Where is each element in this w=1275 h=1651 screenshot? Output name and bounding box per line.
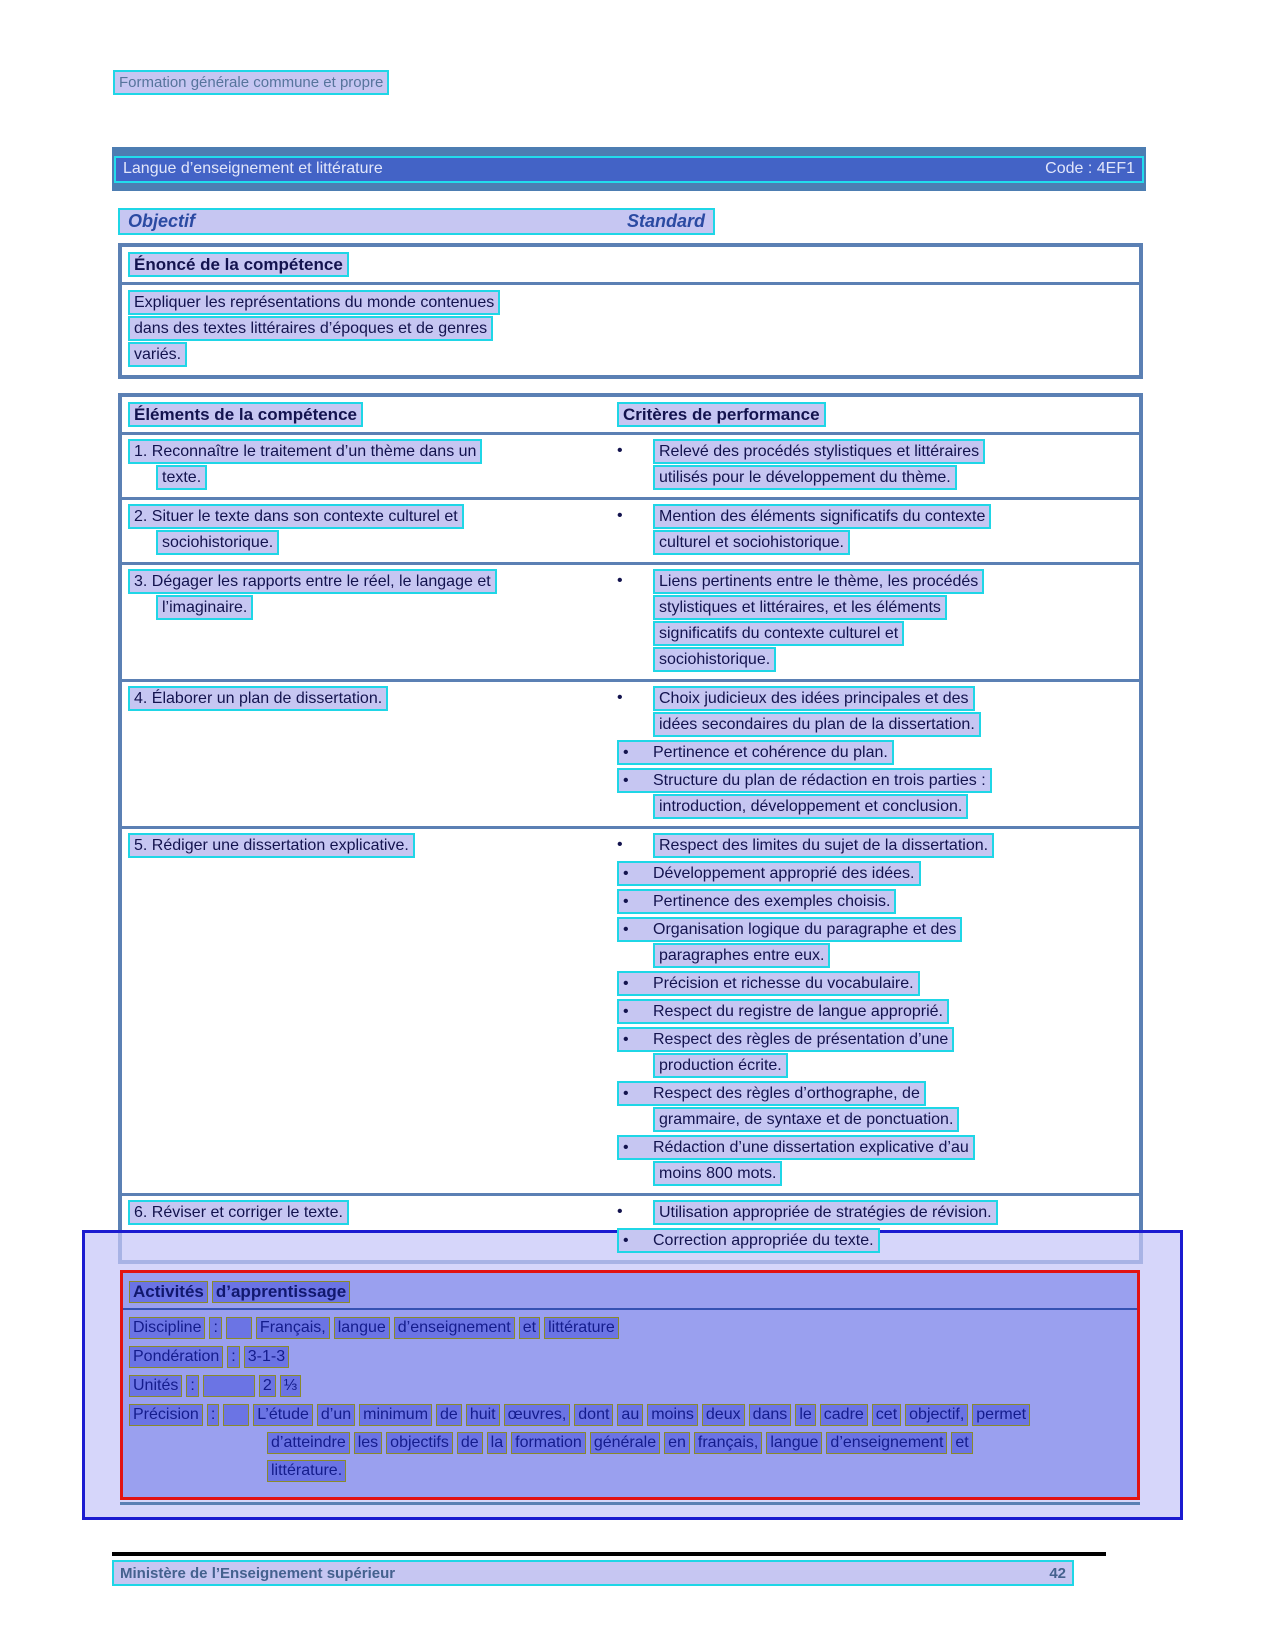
activities-value-word: ⅓ — [280, 1375, 301, 1397]
criteria-text-line — [653, 686, 975, 711]
criteria-text: Utilisation appropriée de stratégies de révision. — [653, 1200, 998, 1225]
activities-value-word: minimum — [359, 1404, 432, 1426]
activities-label: Pondération — [129, 1346, 223, 1368]
bullet-icon: • — [623, 1232, 629, 1249]
criteria-item — [617, 889, 1133, 915]
criteria-text-line — [617, 1053, 788, 1078]
criteria-item — [617, 861, 1133, 887]
criteria-text: • Respect des règles de présentation d’une — [617, 1027, 954, 1052]
activities-value-word: cet — [872, 1404, 901, 1426]
activities-value-word: dont — [574, 1404, 613, 1426]
criteria-text-line — [617, 1161, 782, 1186]
activities-value-word: générale — [590, 1432, 660, 1454]
activities-heading — [123, 1277, 1137, 1308]
element-text-line — [128, 439, 617, 464]
criteria-item — [617, 1200, 1133, 1226]
element-cell — [128, 833, 617, 1189]
activities-heading-word: Activités — [129, 1281, 208, 1303]
element-cell — [128, 504, 617, 558]
activities-value-word: langue — [766, 1432, 822, 1454]
page-number: 42 — [1049, 1564, 1066, 1582]
criteria-cell — [617, 833, 1133, 1189]
table-row — [122, 829, 1139, 1193]
activities-value-word: le — [795, 1404, 815, 1426]
running-header — [113, 70, 1275, 95]
table-row — [122, 682, 1139, 826]
activities-line — [129, 1317, 1131, 1339]
selection-overlay — [82, 1230, 1183, 1520]
criteria-text: Relevé des procédés stylistiques et littéraires — [653, 439, 985, 464]
table-row — [122, 435, 1139, 497]
criteria-text-line — [653, 530, 850, 555]
criteria-lines — [653, 569, 984, 673]
criteria-item — [617, 999, 1133, 1025]
activities-line — [267, 1460, 1131, 1482]
tab-space — [226, 1317, 252, 1339]
activities-colon: : — [209, 1317, 221, 1339]
competence-rows — [122, 435, 1139, 1260]
element-text: 4. Élaborer un plan de dissertation. — [128, 686, 388, 711]
criteria-text: Choix judicieux des idées principales et des — [653, 686, 975, 711]
criteria-text-line — [617, 861, 921, 886]
activities-box — [120, 1270, 1140, 1500]
criteria-text-line — [653, 595, 947, 620]
criteria-cell — [617, 569, 1133, 675]
element-text: 2. Situer le texte dans son contexte culturel et — [128, 504, 464, 529]
activities-value-word: formation — [511, 1432, 586, 1454]
enonce-text: Expliquer les représentations du monde contenues — [128, 290, 500, 315]
table-row — [122, 565, 1139, 679]
criteria-item — [617, 504, 1133, 556]
activities-line — [129, 1375, 1131, 1397]
activities-label: Précision — [129, 1404, 203, 1426]
element-text: 6. Réviser et corriger le texte. — [128, 1200, 349, 1225]
enonce-heading: Énoncé de la compétence — [128, 252, 349, 277]
criteria-text-line — [653, 465, 957, 490]
activities-value-word: objectif, — [905, 1404, 968, 1426]
criteria-text: • Respect du registre de langue approprié. — [617, 999, 949, 1024]
criteria-text-line — [617, 740, 894, 765]
activities-value-word: en — [664, 1432, 690, 1454]
criteria-text-line — [617, 1107, 959, 1132]
activities-value-word: de — [457, 1432, 483, 1454]
tab-space — [223, 1404, 249, 1426]
bullet-icon: • — [623, 921, 629, 938]
bullet-icon: • — [617, 507, 623, 524]
activities-value-word: dans — [749, 1404, 792, 1426]
criteria-lines — [653, 504, 991, 556]
activities-line — [267, 1432, 1131, 1454]
criteria-text: culturel et sociohistorique. — [653, 530, 850, 555]
criteria-text: • Organisation logique du paragraphe et des — [617, 917, 962, 942]
criteria-text-line — [617, 999, 949, 1024]
element-text-line — [128, 686, 617, 711]
activities-value-word: d’enseignement — [394, 1317, 515, 1339]
bullet-icon: • — [623, 772, 629, 789]
course-code: Code : 4EF1 — [1045, 160, 1135, 177]
element-text-line — [156, 595, 617, 620]
criteria-text: • Correction appropriée du texte. — [617, 1228, 880, 1253]
criteria-item — [617, 686, 1133, 738]
activities-value-word: 3-1-3 — [244, 1346, 289, 1368]
criteria-text: Mention des éléments significatifs du contexte — [653, 504, 991, 529]
bullet-icon: • — [617, 689, 623, 706]
enonce-text-line — [128, 342, 1133, 367]
element-cell — [128, 439, 617, 493]
element-text-line — [128, 1200, 617, 1225]
criteria-lines — [653, 686, 981, 738]
activities-rows — [123, 1310, 1137, 1482]
element-cell — [128, 686, 617, 822]
criteria-text: • Développement approprié des idées. — [617, 861, 921, 886]
element-text: texte. — [156, 465, 207, 490]
criteria-text: • Structure du plan de rédaction en trois parties : — [617, 768, 992, 793]
bullet-icon: • — [623, 865, 629, 882]
bullet-icon: • — [623, 893, 629, 910]
activities-colon: : — [227, 1346, 239, 1368]
tab-space — [203, 1375, 255, 1397]
criteria-item — [617, 439, 1133, 491]
criteria-text-line — [617, 794, 968, 819]
activities-value-word: L’étude — [253, 1404, 313, 1426]
element-text-line — [156, 465, 617, 490]
enonce-box — [118, 243, 1143, 379]
enonce-text-line — [128, 290, 1133, 315]
bullet-icon: • — [623, 1031, 629, 1048]
criteria-text-line — [653, 569, 984, 594]
activities-value-word: moins — [647, 1404, 698, 1426]
criteria-lines — [617, 917, 962, 969]
criteria-text: significatifs du contexte culturel et — [653, 621, 904, 646]
course-title: Langue d’enseignement et littérature — [123, 160, 383, 177]
bullet-icon: • — [617, 1203, 623, 1220]
criteria-item — [617, 768, 1133, 820]
bullet-icon: • — [617, 442, 623, 459]
criteria-text-line — [653, 833, 994, 858]
criteria-text-line — [617, 943, 830, 968]
criteria-cell — [617, 686, 1133, 822]
criteria-text: paragraphes entre eux. — [653, 943, 830, 968]
criteria-text-line — [653, 712, 981, 737]
criteria-item — [617, 1027, 1133, 1079]
criteria-lines — [617, 861, 921, 887]
title-band-highlight — [114, 156, 1144, 183]
criteria-text-line — [617, 889, 896, 914]
activities-value-word: œuvres, — [504, 1404, 571, 1426]
criteria-text-line — [653, 1200, 998, 1225]
activities-value-word: objectifs — [386, 1432, 453, 1454]
activities-heading-word: d’apprentissage — [212, 1281, 350, 1303]
criteria-text-line — [617, 971, 920, 996]
activities-value-word: et — [951, 1432, 972, 1454]
element-cell — [128, 569, 617, 675]
criteria-item — [617, 971, 1133, 997]
activities-value-word: et — [519, 1317, 540, 1339]
criteria-text: production écrite. — [653, 1053, 788, 1078]
criteria-text-line — [617, 1027, 954, 1052]
criteria-item — [617, 740, 1133, 766]
activities-value-word: la — [487, 1432, 507, 1454]
criteria-lines — [653, 1200, 998, 1226]
bullet-icon: • — [617, 836, 623, 853]
element-text-line — [128, 569, 617, 594]
activities-row — [129, 1404, 1131, 1482]
criteria-lines — [617, 1228, 880, 1254]
criteria-text: • Pertinence des exemples choisis. — [617, 889, 896, 914]
competence-table — [118, 393, 1143, 1264]
col1-header: Éléments de la compétence — [128, 402, 363, 427]
activities-value-word: de — [436, 1404, 462, 1426]
footer-text: Ministère de l’Enseignement supérieur — [120, 1564, 396, 1582]
element-text-line — [156, 530, 617, 555]
activities-value-word: d’enseignement — [826, 1432, 947, 1454]
enonce-text: variés. — [128, 342, 187, 367]
activities-value-word: français, — [694, 1432, 762, 1454]
running-header-text: Formation générale commune et propre — [113, 70, 389, 95]
criteria-text-line — [653, 647, 776, 672]
activities-value-word: permet — [972, 1404, 1030, 1426]
criteria-cell — [617, 504, 1133, 558]
table-row — [122, 500, 1139, 562]
criteria-text: • Pertinence et cohérence du plan. — [617, 740, 894, 765]
standard-label: Standard — [626, 211, 705, 231]
criteria-lines — [617, 971, 920, 997]
bullet-icon: • — [623, 1139, 629, 1156]
criteria-lines — [617, 1081, 959, 1133]
criteria-text-line — [617, 917, 962, 942]
criteria-item — [617, 1135, 1133, 1187]
activities-value-word: les — [354, 1432, 382, 1454]
activities-label: Unités — [129, 1375, 182, 1397]
col2-header: Critères de performance — [617, 402, 826, 427]
element-text: l’imaginaire. — [156, 595, 253, 620]
bullet-icon: • — [623, 975, 629, 992]
bullet-icon: • — [623, 744, 629, 761]
criteria-text: grammaire, de syntaxe et de ponctuation. — [653, 1107, 959, 1132]
criteria-lines — [617, 999, 949, 1025]
enonce-heading-row — [122, 247, 1139, 282]
activities-row — [129, 1346, 1131, 1368]
bullet-icon: • — [623, 1003, 629, 1020]
criteria-text: stylistiques et littéraires, et les éléments — [653, 595, 947, 620]
element-text: 1. Reconnaître le traitement d’un thème dans un — [128, 439, 482, 464]
activities-colon: : — [186, 1375, 198, 1397]
criteria-text-line — [617, 768, 992, 793]
activities-value-word: d’atteindre — [267, 1432, 350, 1454]
activities-value-word: langue — [334, 1317, 390, 1339]
element-text-line — [128, 833, 617, 858]
criteria-cell — [617, 439, 1133, 493]
activities-value-word: littérature — [544, 1317, 619, 1339]
criteria-lines — [653, 833, 994, 859]
enonce-text: dans des textes littéraires d’époques et de genres — [128, 316, 493, 341]
criteria-text: introduction, développement et conclusion. — [653, 794, 968, 819]
activities-row — [129, 1317, 1131, 1339]
criteria-lines — [653, 439, 985, 491]
element-text-line — [128, 504, 617, 529]
bullet-icon: • — [617, 572, 623, 589]
enonce-text-line — [128, 316, 1133, 341]
element-text: 5. Rédiger une dissertation explicative. — [128, 833, 415, 858]
criteria-item — [617, 917, 1133, 969]
activities-value-word: cadre — [820, 1404, 868, 1426]
table-bottom-rule — [120, 1502, 1140, 1505]
criteria-text-line — [653, 504, 991, 529]
criteria-lines — [617, 740, 894, 766]
competence-table-header — [122, 397, 1139, 432]
criteria-item — [617, 1081, 1133, 1133]
criteria-item — [617, 569, 1133, 673]
criteria-text: Liens pertinents entre le thème, les procédés — [653, 569, 984, 594]
criteria-text-line — [653, 621, 904, 646]
activities-line — [129, 1404, 1131, 1426]
criteria-text: utilisés pour le développement du thème. — [653, 465, 957, 490]
criteria-item — [617, 833, 1133, 859]
criteria-lines — [617, 1135, 975, 1187]
criteria-text: sociohistorique. — [653, 647, 776, 672]
title-band — [112, 147, 1146, 191]
activities-line — [129, 1346, 1131, 1368]
criteria-text: • Précision et richesse du vocabulaire. — [617, 971, 920, 996]
objectif-label: Objectif — [128, 211, 196, 231]
element-text: 3. Dégager les rapports entre le réel, le langage et — [128, 569, 497, 594]
criteria-text: • Respect des règles d’orthographe, de — [617, 1081, 926, 1106]
criteria-text-line — [653, 439, 985, 464]
activities-value-word: Français, — [256, 1317, 330, 1339]
criteria-text: idées secondaires du plan de la dissertation. — [653, 712, 981, 737]
criteria-text: • Rédaction d’une dissertation explicative d’au — [617, 1135, 975, 1160]
objectif-standard-bar — [118, 208, 715, 235]
criteria-text-line — [617, 1135, 975, 1160]
enonce-body — [122, 285, 1139, 375]
criteria-text-line — [617, 1228, 880, 1253]
activities-colon: : — [207, 1404, 219, 1426]
footer-rule — [112, 1552, 1106, 1556]
activities-value-word: deux — [702, 1404, 745, 1426]
activities-value-word: 2 — [259, 1375, 276, 1397]
activities-value-word: littérature. — [267, 1460, 346, 1482]
criteria-lines — [617, 889, 896, 915]
activities-label: Discipline — [129, 1317, 205, 1339]
criteria-text-line — [617, 1081, 926, 1106]
criteria-text: Respect des limites du sujet de la dissertation. — [653, 833, 994, 858]
activities-value-word: d’un — [317, 1404, 355, 1426]
criteria-text: moins 800 mots. — [653, 1161, 782, 1186]
criteria-lines — [617, 1027, 954, 1079]
bullet-icon: • — [623, 1085, 629, 1102]
footer-bar — [112, 1560, 1074, 1586]
activities-value-word: au — [617, 1404, 643, 1426]
activities-value-word: huit — [466, 1404, 500, 1426]
activities-row — [129, 1375, 1131, 1397]
element-text: sociohistorique. — [156, 530, 279, 555]
criteria-lines — [617, 768, 992, 820]
